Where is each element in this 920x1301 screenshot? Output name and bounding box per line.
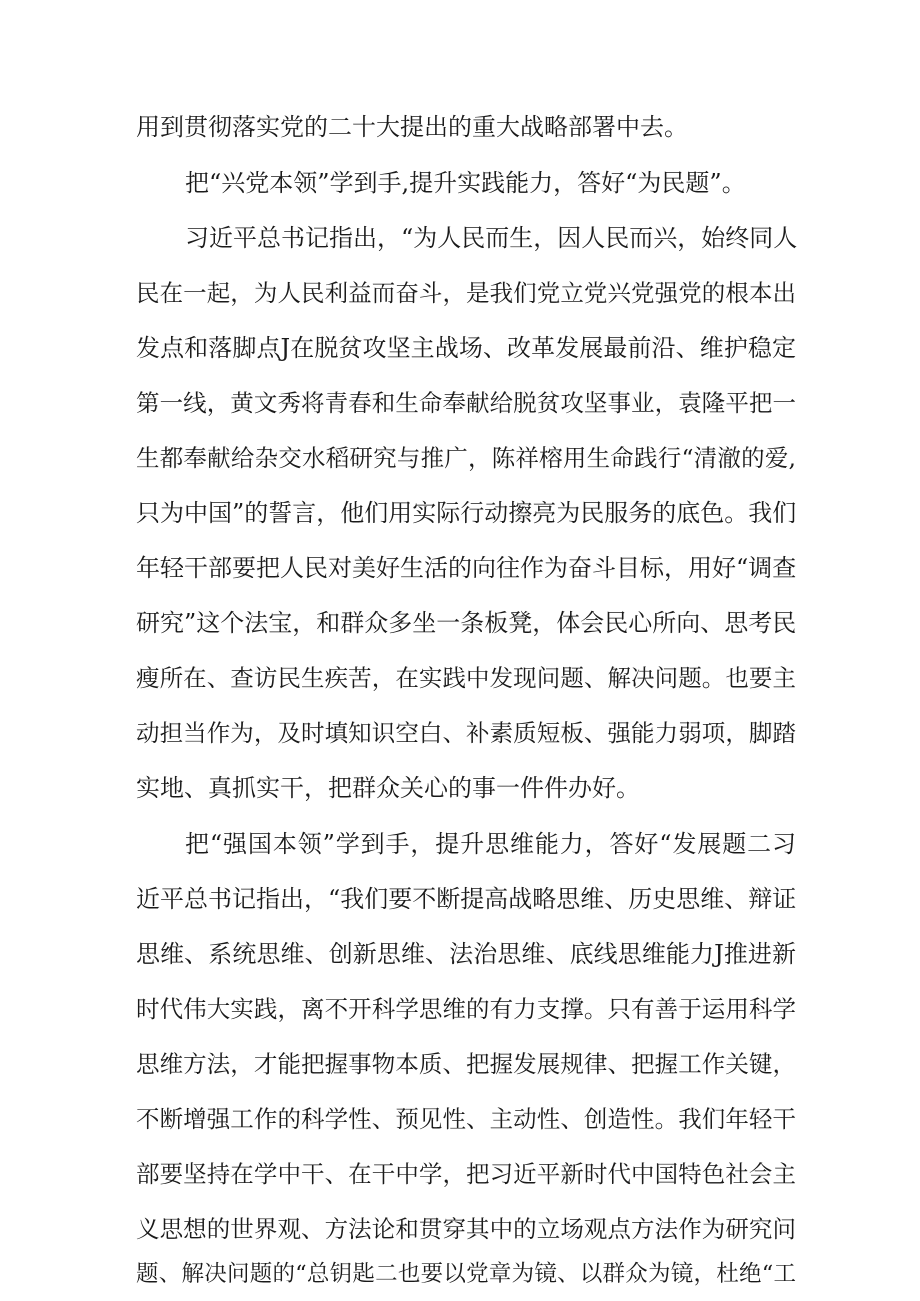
text-line-22: 题、解决问题的“总钥匙二也要以党章为镜、以群众为镜，杜绝“工 xyxy=(136,1261,796,1287)
text-line-9: 年轻干部要把人民对美好生活的向往作为奋斗目标，用好“调查 xyxy=(136,554,797,582)
text-line-21: 义思想的世界观、方法论和贯穿其中的立场观点方法作为研究问 xyxy=(136,1215,796,1243)
text-line-6: 第一线，黄文秀将青春和生命奉献给脱贫攻坚事业，袁隆平把一 xyxy=(136,389,796,417)
text-line-4: 民在一起，为人民利益而奋斗，是我们党立党兴党强党的根本出 xyxy=(136,279,796,307)
text-line-11: 瘦所在、查访民生疾苦，在实践中发现问题、解决问题。也要主 xyxy=(136,664,796,692)
text-line-10: 研究”这个法宝，和群众多坐一条板凳，体会民心所向、思考民 xyxy=(136,609,797,637)
section-heading-1: 把“兴党本领”学到手,提升实践能力，答好“为民题”。 xyxy=(185,169,746,197)
text-line-19: 不断增强工作的科学性、预见性、主动性、创造性。我们年轻干 xyxy=(136,1105,796,1133)
text-line-20: 部要坚持在学中干、在干中学，把习近平新时代中国特色社会主 xyxy=(136,1160,796,1188)
text-line-16: 思维、系统思维、创新思维、法治思维、底线思维能力J推进新 xyxy=(136,940,796,968)
text-line-15: 近平总书记指出，“我们要不断提高战略思维、历史思维、辩证 xyxy=(136,885,797,913)
text-line-3: 习近平总书记指出，“为人民而生，因人民而兴，始终同人 xyxy=(185,224,798,252)
text-line-5: 发点和落脚点J在脱贫攻坚主战场、改革发展最前沿、维护稳定 xyxy=(136,334,796,362)
text-line-8: 只为中国”的誓言，他们用实际行动擦亮为民服务的底色。我们 xyxy=(136,499,797,527)
text-line-12: 动担当作为，及时填知识空白、补素质短板、强能力弱项，脚踏 xyxy=(136,719,796,747)
text-line-13: 实地、真抓实干，把群众关心的事一件件办好。 xyxy=(136,774,640,802)
text-line-18: 思维方法，才能把握事物本质、把握发展规律、把握工作关键， xyxy=(136,1050,796,1078)
text-line-17: 时代伟大实践，离不开科学思维的有力支撑。只有善于运用科学 xyxy=(136,995,796,1023)
text-line-7: 生都奉献给杂交水稻研究与推广，陈祥榕用生命践行“清澈的爱, xyxy=(136,444,796,472)
text-line-1: 用到贯彻落实党的二十大提出的重大战略部署中去。 xyxy=(136,113,688,141)
section-heading-2: 把“强国本领”学到手，提升思维能力，答好“发展题二习 xyxy=(185,830,796,858)
